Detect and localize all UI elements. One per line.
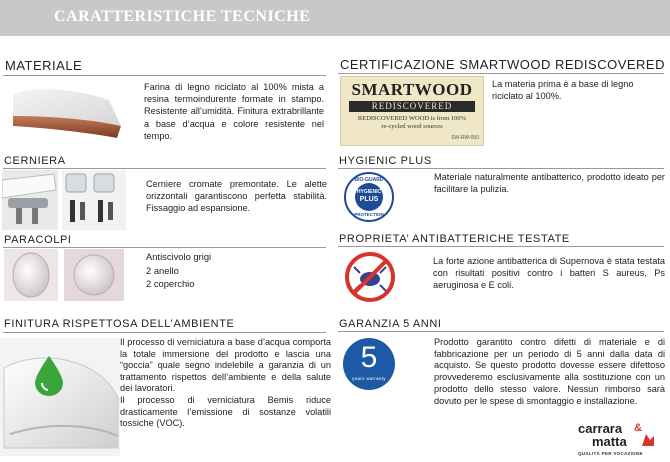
bumper-image xyxy=(4,249,124,301)
garanzia-rule xyxy=(338,331,664,332)
proprieta-text: La forte azione antibatterica di Supernova è stata testata con risultati positivi contro i batteri S aureus, Ps aeruginosa e E coli. xyxy=(433,256,665,291)
brand-name-1: carrara xyxy=(578,421,623,436)
materiale-text: Farina di legno riciclato al 100% mista a resina termoindurente formate in stampo. Resistente all’umidità. Finitura extrabrillante a base d’acqua e colore resistente nel tempo. xyxy=(144,82,324,141)
warranty-number: 5 xyxy=(360,341,378,374)
certificazione-text: La materia prima è a base di legno riciclato al 100%. xyxy=(492,79,634,102)
finitura-title: FINITURA RISPETTOSA DELL’AMBIENTE xyxy=(4,318,235,330)
finitura-para2: Il processo di verniciatura Bemis riduce drasticamente l’emissione di sostanze volatili tossiche (VOC). xyxy=(120,394,331,429)
hygienic-title: HYGIENIC PLUS xyxy=(339,155,432,167)
brand-name-2: matta xyxy=(592,434,627,449)
paracolpi-item: 2 coperchio xyxy=(146,278,195,289)
hygienic-text: Materiale naturalmente antibatterico, prodotto ideato per facilitare la pulizia. xyxy=(434,172,665,195)
warranty-label: years warranty xyxy=(352,376,386,381)
warranty-badge-icon xyxy=(343,338,395,390)
water-drop-icon xyxy=(34,355,64,397)
paracolpi-item: Antiscivolo grigi xyxy=(146,251,212,262)
cerniera-title: CERNIERA xyxy=(4,155,66,167)
hygienic-badge-mid2: PLUS xyxy=(359,196,379,203)
hygienic-badge-bottom: PROTECTION xyxy=(354,212,384,217)
hygienic-badge-icon xyxy=(344,172,394,222)
materiale-title: MATERIALE xyxy=(5,58,83,73)
paracolpi-item: 2 anello xyxy=(146,264,179,276)
smartwood-code: SW-RW-050 xyxy=(451,135,479,141)
brand-tagline: QUALITÀ PER VOCAZIONE xyxy=(578,451,643,456)
paracolpi-rule xyxy=(3,247,326,248)
proprieta-title: PROPRIETA’ ANTIBATTERICHE TESTATE xyxy=(339,233,570,245)
brand-emblem-icon xyxy=(640,432,656,448)
hygienic-rule xyxy=(338,168,664,169)
garanzia-title: GARANZIA 5 ANNI xyxy=(339,318,442,330)
hygienic-badge-top: BIO-GUARD xyxy=(354,177,384,183)
finitura-rule xyxy=(3,332,326,333)
proprieta-rule xyxy=(338,246,664,247)
smartwood-brand: SMARTWOOD xyxy=(351,80,473,99)
page-header xyxy=(0,0,670,36)
page-title: CARATTERISTICHE TECNICHE xyxy=(54,8,311,25)
cerniera-rule xyxy=(3,168,326,169)
certificazione-rule xyxy=(338,73,664,74)
paracolpi-list xyxy=(146,250,316,291)
finitura-para1: Il processo di verniciatura a base d’acqua comporta la totale immersione del prodotto e lascia una “goccia” quale segno indelebile a garanzia di un trattamento rispettos dell’ambiente e della salute dei lavoratori. xyxy=(120,337,331,394)
brand-logo xyxy=(578,422,670,462)
hygienic-badge-mid1: HYGIENIC xyxy=(356,189,382,195)
finitura-text xyxy=(120,337,331,430)
certificazione-title: CERTIFICAZIONE SMARTWOOD REDISCOVERED xyxy=(340,57,665,72)
materiale-rule xyxy=(3,75,326,76)
antibacterial-icon xyxy=(344,251,396,303)
smartwood-line2: re-cycled wood sources xyxy=(381,123,443,130)
hinge-image xyxy=(2,170,126,230)
brand-ampersand: & xyxy=(634,422,642,434)
paracolpi-title: PARACOLPI xyxy=(4,234,72,246)
smartwood-sub: REDISCOVERED xyxy=(349,101,475,112)
smartwood-line1: REDISCOVERED WOOD is from 100% xyxy=(357,115,467,122)
garanzia-text: Prodotto garantito contro difetti di materiale e di fabbricazione per un periodo di 5 anni dalla data di acquisto. Se questo prodotto dovesse essere difettoso provvederemo esclusivamente alla sostituzione con un prodotto dello stesso valore. Nessun rimborso sarà dovuto per le spese di smontaggio e installazione. xyxy=(434,337,665,406)
wood-material-image xyxy=(5,80,127,142)
smartwood-logo xyxy=(340,76,484,146)
cerniera-text: Cerniere cromate premontate. Le alette orizzontali garantiscono perfetta stabilità. Fissaggio ad espansione. xyxy=(146,179,327,214)
